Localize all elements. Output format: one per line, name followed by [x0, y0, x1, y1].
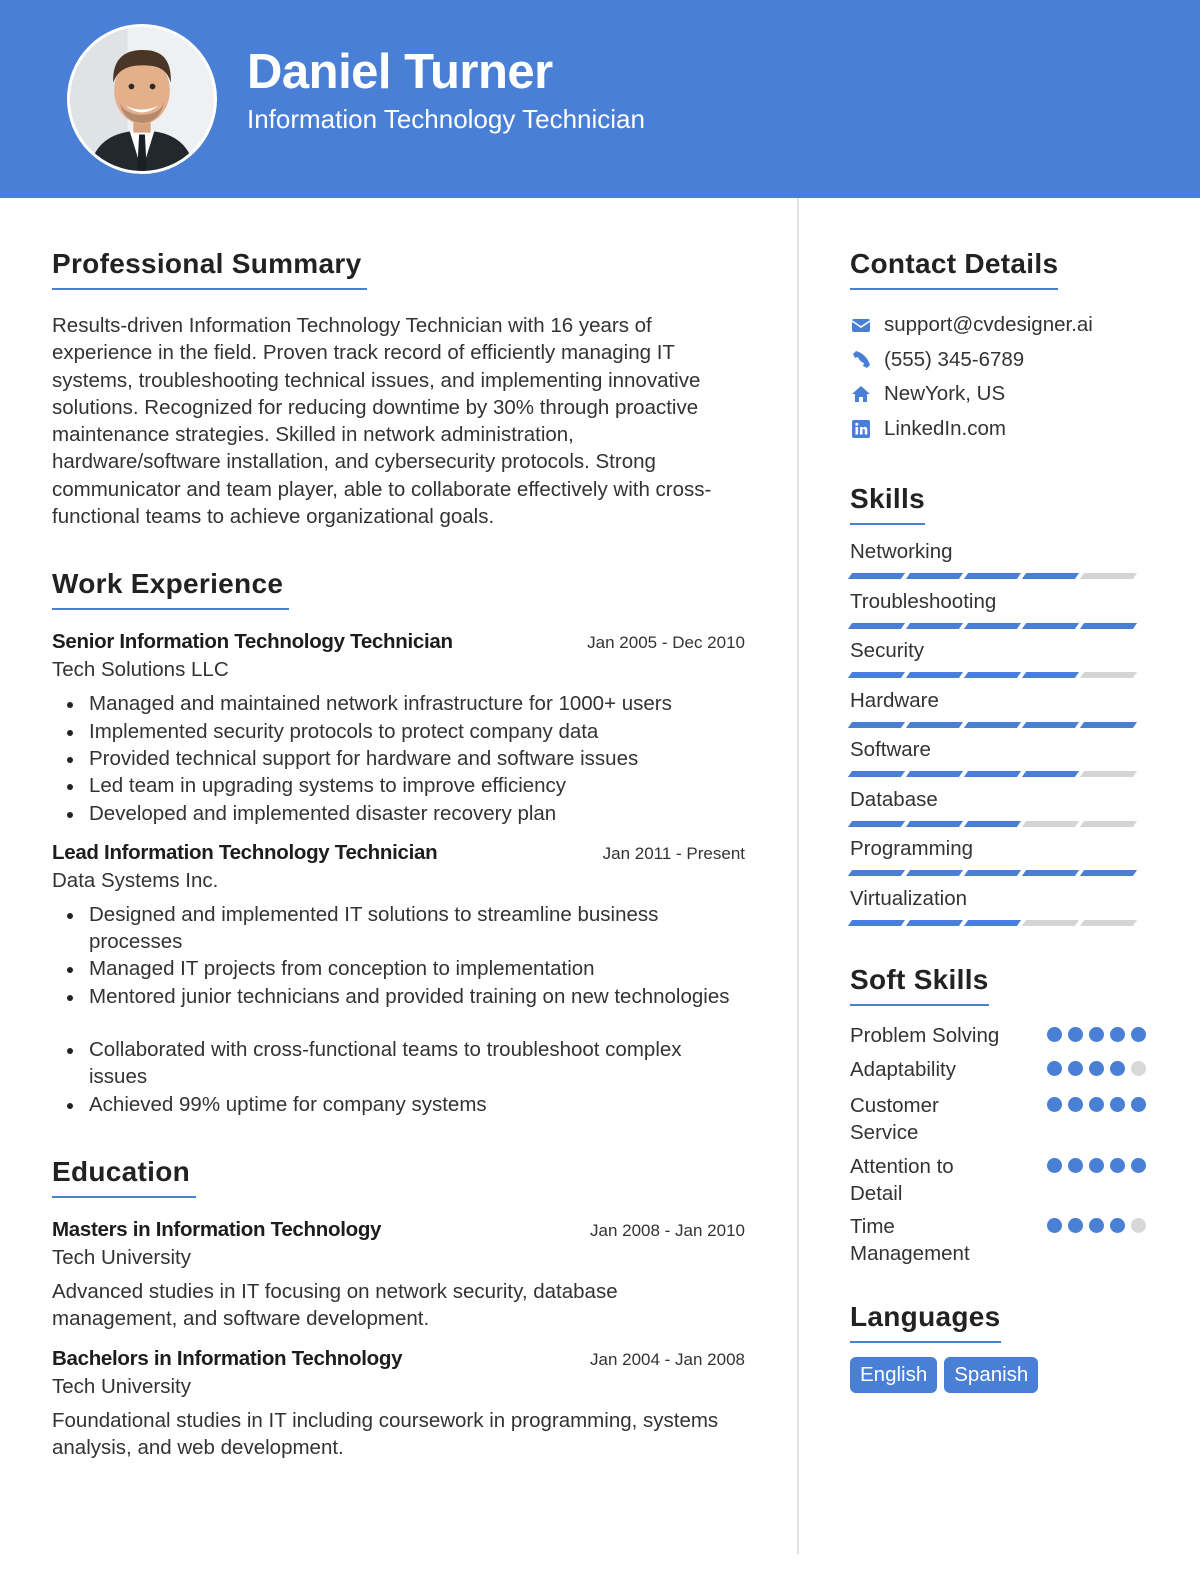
skill-level-segment: [906, 722, 963, 728]
candidate-name: Daniel Turner: [247, 45, 553, 99]
job-entry: [52, 841, 745, 1118]
right-column: [850, 198, 1146, 1393]
skill-level-segment: [964, 771, 1021, 777]
rating-dot: [1089, 1097, 1104, 1112]
skill-level-segment: [906, 870, 963, 876]
soft-skill-rating: [1047, 1027, 1146, 1042]
degree-title: Bachelors in Information Technology: [52, 1346, 403, 1370]
skill-level-bar: [850, 672, 1135, 678]
education-dates: Jan 2004 - Jan 2008: [589, 1349, 745, 1369]
skill-name: Troubleshooting: [850, 589, 997, 613]
skill-name: Networking: [850, 540, 953, 563]
rating-dot: [1047, 1158, 1062, 1173]
skill-level-bar: [850, 821, 1135, 827]
skill-row: [850, 887, 1146, 937]
skill-level-segment: [1080, 821, 1137, 827]
skill-level-segment: [848, 771, 905, 777]
languages-list: [850, 1357, 1146, 1393]
language-tag: Spanish: [944, 1357, 1038, 1393]
skill-level-segment: [1080, 573, 1137, 579]
school-name: Tech University: [52, 1245, 191, 1269]
skill-level-bar: [850, 771, 1135, 777]
soft-skill-rating: [1047, 1097, 1146, 1112]
skill-level-bar: [850, 870, 1135, 876]
skill-row: [850, 738, 1146, 788]
rating-dot: [1110, 1218, 1125, 1233]
languages-section: [850, 1301, 1146, 1393]
job-dates: Jan 2011 - Present: [602, 843, 745, 863]
list-item: Collaborated with cross-functional teams to troubleshoot complex issues: [52, 1036, 745, 1091]
skill-level-segment: [1022, 821, 1079, 827]
skill-level-segment: [1022, 722, 1079, 728]
soft-skill-rating: [1047, 1061, 1146, 1076]
section-heading: Languages: [850, 1301, 1001, 1343]
rating-dot: [1068, 1158, 1083, 1173]
skill-level-segment: [1022, 771, 1079, 777]
section-heading: Contact Details: [850, 248, 1058, 290]
soft-skill-row: [850, 1056, 1146, 1083]
skill-level-segment: [1022, 623, 1079, 629]
rating-dot: [1047, 1061, 1062, 1076]
skill-level-segment: [848, 573, 905, 579]
skill-level-segment: [906, 920, 963, 926]
skill-row: [850, 639, 1146, 689]
left-column: [52, 198, 745, 1461]
profile-photo: [70, 27, 214, 171]
soft-skill-row: [850, 1213, 1146, 1267]
list-item: Provided technical support for hardware and software issues: [52, 745, 745, 772]
language-tag: English: [850, 1357, 937, 1393]
skill-level-segment: [906, 821, 963, 827]
list-item: Mentored junior technicians and provided training on new technologies: [52, 983, 745, 1010]
skill-level-segment: [906, 771, 963, 777]
job-title: Senior Information Technology Technician: [52, 630, 453, 654]
linkedin-icon: [850, 418, 872, 440]
skill-level-bar: [850, 573, 1135, 579]
experience-section: [52, 568, 745, 1118]
skill-row: [850, 590, 1146, 640]
skill-level-bar: [850, 623, 1135, 629]
section-heading: Professional Summary: [52, 248, 367, 290]
rating-dot: [1068, 1027, 1083, 1042]
rating-dot: [1089, 1027, 1104, 1042]
list-item: Led team in upgrading systems to improve efficiency: [52, 772, 745, 799]
section-heading: Education: [52, 1156, 196, 1198]
skill-level-segment: [1022, 920, 1079, 926]
rating-dot: [1131, 1097, 1146, 1112]
skill-row: [850, 788, 1146, 838]
rating-dot: [1110, 1158, 1125, 1173]
skill-row: [850, 689, 1146, 739]
skill-level-segment: [848, 821, 905, 827]
education-entry: [52, 1218, 745, 1333]
skill-level-segment: [848, 920, 905, 926]
skill-name: Security: [850, 639, 925, 662]
skill-level-segment: [964, 722, 1021, 728]
rating-dot: [1068, 1097, 1083, 1112]
job-bullets-extra: [52, 1036, 745, 1118]
job-company: Data Systems Inc.: [52, 868, 219, 892]
education-description: Advanced studies in IT focusing on network security, database management, and software development.: [52, 1279, 618, 1331]
contact-location: [850, 377, 1146, 412]
list-item: Implemented security protocols to protect company data: [52, 718, 745, 745]
skill-level-segment: [1022, 573, 1079, 579]
summary-section: [52, 248, 745, 530]
section-heading: Work Experience: [52, 568, 289, 610]
soft-skill-name: Problem Solving: [850, 1024, 1000, 1047]
summary-text: Results-driven Information Technology Technician with 16 years of experience in the field. Proven track record of efficiently managing IT systems, troubleshooting technical issues, and implementing innovative solutions. Recognized for reducing downtime by 30% through proactive maintenance strategies. Skilled in network administration, hardware/software installation, and cybersecurity protocols. Strong communicator and team player, able to collaborate effectively with cross-functional teams to achieve organizational goals.: [52, 314, 712, 529]
skills-section: [850, 483, 1146, 936]
contact-email[interactable]: [850, 308, 1146, 343]
soft-skill-name: Attention to Detail: [850, 1155, 954, 1205]
skill-level-segment: [848, 722, 905, 728]
soft-skill-name: Time Management: [850, 1215, 970, 1265]
list-item: Designed and implemented IT solutions to streamline business processes: [52, 901, 745, 956]
skill-level-segment: [1080, 771, 1137, 777]
rating-dot: [1110, 1061, 1125, 1076]
education-description: Foundational studies in IT including coursework in programming, systems analysis, and web development.: [52, 1408, 719, 1459]
home-icon: [850, 383, 872, 405]
soft-skill-name: Adaptability: [850, 1058, 956, 1081]
rating-dot: [1110, 1027, 1125, 1042]
skill-level-segment: [906, 573, 963, 579]
education-dates: Jan 2008 - Jan 2010: [589, 1220, 745, 1240]
skill-level-segment: [1080, 722, 1137, 728]
list-item: Managed IT projects from conception to implementation: [52, 955, 745, 982]
skill-level-segment: [1080, 623, 1137, 629]
rating-dot: [1131, 1027, 1146, 1042]
list-item: Developed and implemented disaster recovery plan: [52, 800, 745, 827]
skill-level-segment: [964, 672, 1021, 678]
soft-skills-list: [850, 1022, 1146, 1267]
soft-skills-section: [850, 964, 1146, 1267]
phone-icon: [850, 349, 872, 371]
rating-dot: [1089, 1218, 1104, 1233]
contact-linkedin[interactable]: [850, 412, 1146, 447]
soft-skill-name: Customer Service: [850, 1094, 939, 1144]
skill-level-segment: [1022, 870, 1079, 876]
candidate-title: Information Technology Technician: [247, 104, 645, 134]
section-heading: Soft Skills: [850, 964, 989, 1006]
job-dates: Jan 2005 - Dec 2010: [587, 633, 745, 653]
skill-level-segment: [1080, 870, 1137, 876]
rating-dot: [1131, 1061, 1146, 1076]
skill-level-segment: [964, 920, 1021, 926]
skill-name: Programming: [850, 837, 974, 860]
skill-name: Database: [850, 787, 938, 811]
contact-text: NewYork, US: [884, 382, 1006, 406]
rating-dot: [1047, 1097, 1062, 1112]
skills-list: [850, 540, 1146, 936]
skill-level-segment: [1080, 672, 1137, 678]
avatar: [67, 24, 217, 174]
skill-name: Hardware: [850, 688, 939, 712]
degree-title: Masters in Information Technology: [52, 1217, 382, 1241]
job-title: Lead Information Technology Technician: [52, 840, 438, 864]
rating-dot: [1131, 1158, 1146, 1173]
list-item: Managed and maintained network infrastructure for 1000+ users: [52, 690, 745, 717]
job-bullets: [52, 901, 745, 1010]
skill-level-segment: [1022, 672, 1079, 678]
skill-row: [850, 837, 1146, 887]
contact-text: (555) 345-6789: [884, 347, 1025, 371]
contact-phone[interactable]: [850, 343, 1146, 378]
section-heading: Skills: [850, 483, 925, 525]
rating-dot: [1089, 1158, 1104, 1173]
education-entry: [52, 1347, 745, 1462]
skill-level-segment: [964, 870, 1021, 876]
skill-level-bar: [850, 920, 1135, 926]
contact-text: LinkedIn.com: [884, 416, 1006, 440]
skill-level-segment: [964, 821, 1021, 827]
list-item: Achieved 99% uptime for company systems: [52, 1091, 745, 1118]
education-section: [52, 1156, 745, 1461]
envelope-icon: [850, 314, 872, 336]
contact-text: support@cvdesigner.ai: [884, 313, 1093, 337]
skill-name: Software: [850, 738, 931, 761]
rating-dot: [1131, 1218, 1146, 1233]
skill-row: [850, 540, 1146, 590]
rating-dot: [1089, 1061, 1104, 1076]
job-bullets: [52, 690, 745, 826]
contact-section: [850, 248, 1146, 446]
column-divider: [797, 198, 799, 1554]
rating-dot: [1047, 1027, 1062, 1042]
skill-level-segment: [848, 623, 905, 629]
soft-skill-rating: [1047, 1218, 1146, 1233]
skill-level-segment: [964, 573, 1021, 579]
rating-dot: [1068, 1061, 1083, 1076]
rating-dot: [1047, 1218, 1062, 1233]
rating-dot: [1068, 1218, 1083, 1233]
skill-level-segment: [848, 870, 905, 876]
soft-skill-rating: [1047, 1158, 1146, 1173]
skill-level-segment: [964, 623, 1021, 629]
skill-level-bar: [850, 722, 1135, 728]
rating-dot: [1110, 1097, 1125, 1112]
soft-skill-row: [850, 1092, 1146, 1146]
header-banner: [0, 0, 1200, 198]
skill-name: Virtualization: [850, 886, 967, 910]
skill-level-segment: [906, 672, 963, 678]
skill-level-segment: [1080, 920, 1137, 926]
skill-level-segment: [848, 672, 905, 678]
job-entry: [52, 630, 745, 826]
skill-level-segment: [906, 623, 963, 629]
job-company: Tech Solutions LLC: [52, 658, 229, 682]
soft-skill-row: [850, 1153, 1146, 1207]
soft-skill-row: [850, 1022, 1146, 1049]
school-name: Tech University: [52, 1374, 191, 1398]
